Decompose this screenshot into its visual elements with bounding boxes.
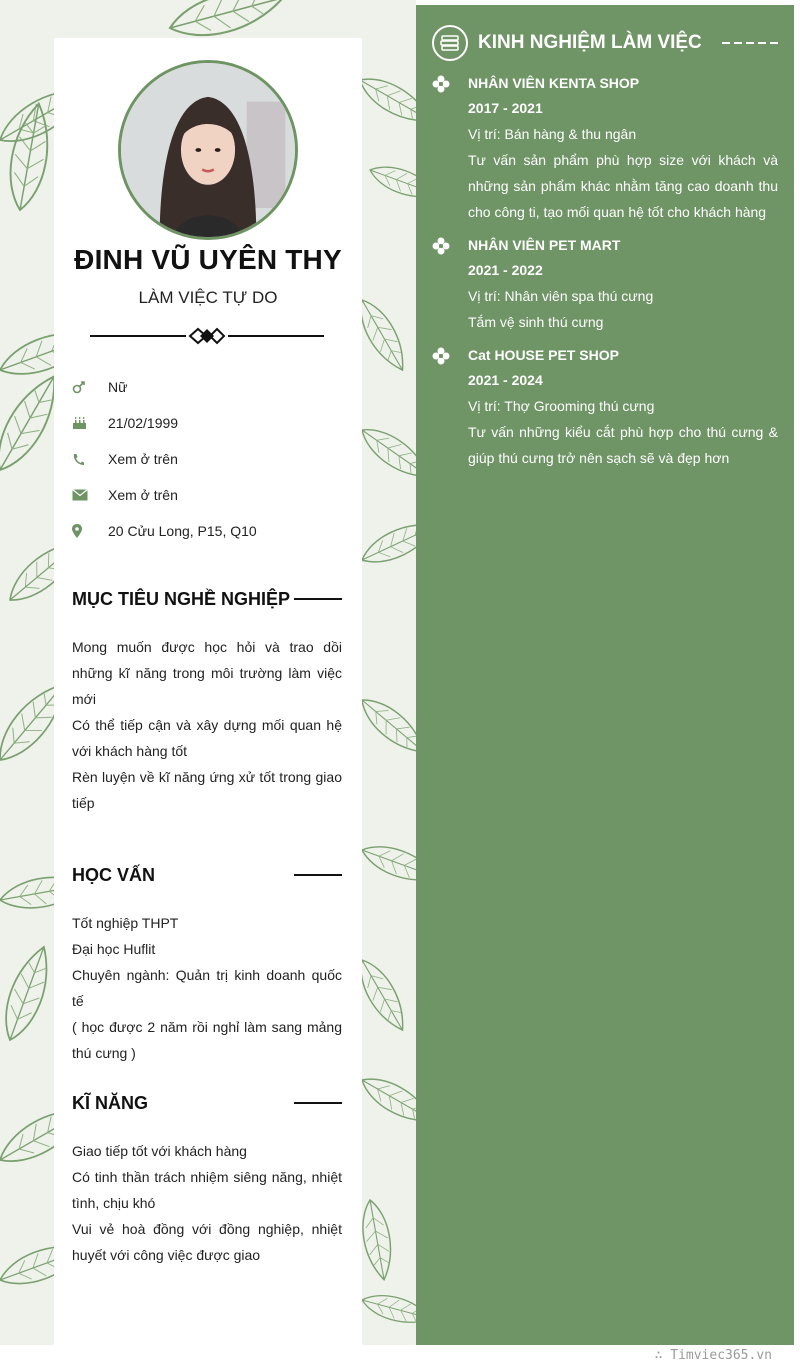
- skills-section: [72, 1090, 342, 1268]
- experience-line: Tư vấn những kiểu cắt phù hợp cho thú cưng & giúp thú cưng trở nên sạch sẽ và đẹp hơn: [468, 424, 778, 466]
- email-value: Xem ở trên: [108, 487, 178, 503]
- dashed-rule: [722, 42, 778, 44]
- education-line: Đại học Huflit: [72, 941, 156, 957]
- flower-bullet-icon: [432, 347, 450, 365]
- period: 2021 - 2024: [468, 372, 543, 388]
- objective-body: [72, 634, 342, 816]
- experience-line: Vị trí: Nhân viên spa thú cưng: [468, 288, 654, 304]
- flower-bullet-icon: [432, 75, 450, 93]
- objective-line: Có thể tiếp cận và xây dựng mối quan hệ với khách hàng tốt: [72, 717, 342, 759]
- contact-phone: [72, 441, 352, 477]
- experience-line: Vị trí: Thợ Grooming thú cưng: [468, 398, 655, 414]
- contact-address: [72, 513, 352, 549]
- gender-value: Nữ: [108, 379, 128, 395]
- objective-section: [72, 586, 342, 816]
- education-title: HỌC VẤN: [72, 864, 156, 885]
- avatar: [118, 60, 298, 240]
- books-icon: [432, 25, 468, 61]
- experience-line: Tắm vệ sinh thú cưng: [468, 314, 604, 330]
- period: 2017 - 2021: [468, 100, 543, 116]
- birthday-cake-icon: [72, 416, 108, 430]
- education-line: Tốt nghiệp THPT: [72, 915, 179, 931]
- skills-line: Có tinh thần trách nhiệm siêng năng, nhiệt tình, chịu khó: [72, 1169, 342, 1211]
- left-column: [54, 38, 362, 1345]
- experience-title: KINH NGHIỆM LÀM VIỆC: [478, 32, 702, 53]
- skills-line: Giao tiếp tốt với khách hàng: [72, 1143, 247, 1159]
- experience-item: [432, 233, 778, 335]
- map-pin-icon: [72, 524, 108, 538]
- experience-content: [468, 233, 778, 335]
- experience-header: [432, 25, 778, 61]
- contact-list: [72, 369, 352, 549]
- education-line: ( học được 2 năm rồi nghỉ làm sang mảng thú cưng ): [72, 1019, 342, 1061]
- job-title: LÀM VIỆC TỰ DO: [138, 288, 278, 307]
- contact-gender: [72, 369, 352, 405]
- experience-content: [468, 343, 778, 471]
- address-value: 20 Cửu Long, P15, Q10: [108, 523, 257, 539]
- section-title: [72, 1090, 342, 1116]
- portrait-photo-icon: [121, 63, 295, 237]
- phone-value: Xem ở trên: [108, 451, 178, 467]
- flower-bullet-icon: [432, 237, 450, 255]
- skills-body: [72, 1138, 342, 1268]
- skills-title: KĨ NĂNG: [72, 1092, 148, 1113]
- phone-icon: [72, 453, 108, 466]
- title-rule: [294, 874, 342, 876]
- period: 2021 - 2022: [468, 262, 543, 278]
- objective-title: MỤC TIÊU NGHỀ NGHIỆP: [72, 588, 291, 609]
- contact-email: [72, 477, 352, 513]
- birthday-value: 21/02/1999: [108, 415, 179, 431]
- experience-panel: [416, 5, 794, 1345]
- watermark: ∴ Timviec365.vn: [654, 1348, 772, 1363]
- objective-line: Mong muốn được học hỏi và trao dồi những kĩ năng trong môi trường làm việc mới: [72, 639, 342, 707]
- section-title: [72, 586, 342, 612]
- company-name: NHÂN VIÊN KENTA SHOP: [468, 75, 640, 91]
- skills-line: Vui vẻ hoà đồng với đồng nghiệp, nhiệt huyết với công việc được giao: [72, 1221, 342, 1263]
- title-rule: [294, 1102, 342, 1104]
- envelope-icon: [72, 489, 108, 501]
- experience-item: [432, 343, 778, 471]
- gender-icon: [72, 380, 108, 394]
- candidate-name: ĐINH VŨ UYÊN THY: [74, 244, 342, 275]
- section-title: [72, 862, 342, 888]
- education-section: [72, 862, 342, 1066]
- experience-line: Tư vấn sản phẩm phù hợp size với khách và những sản phẩm khác nhằm tăng cao doanh thu cho công ti, tạo mối quan hệ tốt cho khách hàng: [468, 152, 778, 220]
- experience-line: Vị trí: Bán hàng & thu ngân: [468, 126, 637, 142]
- contact-birthday: [72, 405, 352, 441]
- objective-line: Rèn luyện về kĩ năng ứng xử tốt trong giao tiếp: [72, 769, 342, 811]
- title-rule: [294, 598, 342, 600]
- company-name: Cat HOUSE PET SHOP: [468, 347, 619, 363]
- ornament-divider-icon: [90, 326, 324, 346]
- experience-content: [468, 71, 778, 225]
- education-line: Chuyên ngành: Quản trị kinh doanh quốc tế: [72, 967, 342, 1009]
- experience-item: [432, 71, 778, 225]
- company-name: NHÂN VIÊN PET MART: [468, 237, 621, 253]
- education-body: [72, 910, 342, 1066]
